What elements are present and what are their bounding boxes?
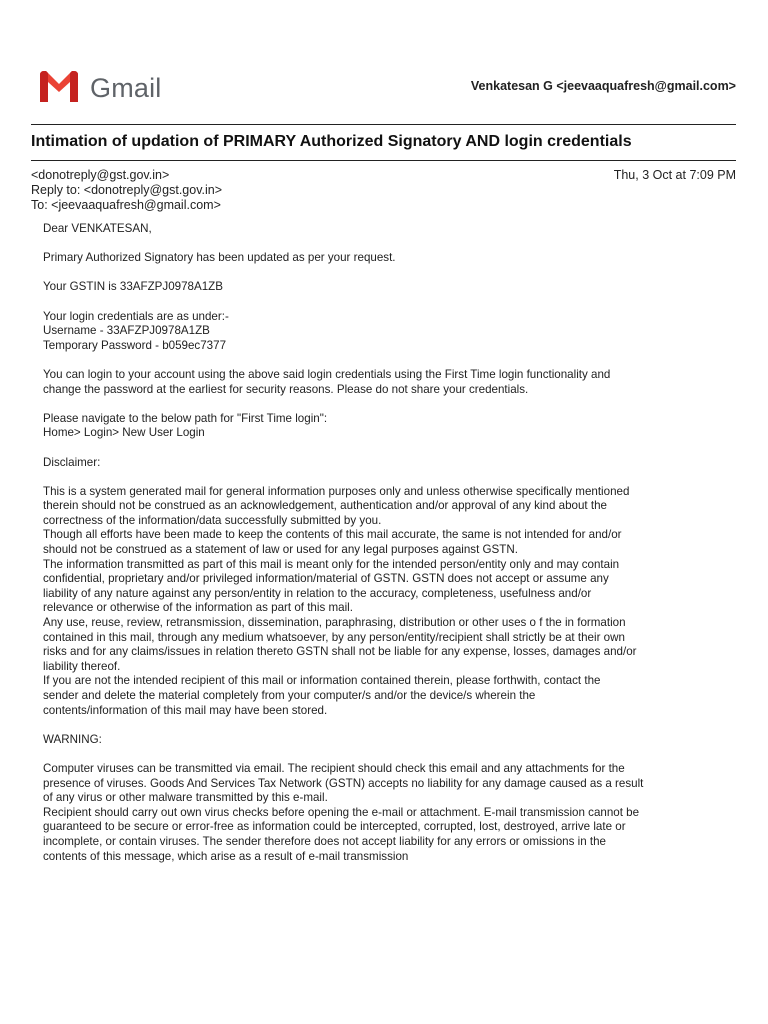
credentials-intro: Your login credentials are as under:- [43, 309, 229, 323]
email-subject: Intimation of updation of PRIMARY Authorized Signatory AND login credentials [31, 133, 632, 150]
reply-to-address: Reply to: <donotreply@gst.gov.in> [31, 183, 223, 197]
account-address: Venkatesan G <jeevaaquafresh@gmail.com> [470, 79, 736, 93]
disclaimer-line: should not be construed as a statement of law or used for any legal purposes against GSTN. [43, 543, 518, 557]
disclaimer-line: contained in this mail, through any medium whatsoever, by any person/entity/recipient shall strictly be at their own [43, 630, 625, 644]
disclaimer-line: liability of any nature against any person/entity in relation to the accuracy, completeness, usefulness and/or [43, 586, 592, 600]
recipient-address: To: <jeevaaquafresh@gmail.com> [31, 198, 221, 212]
sender-address: <donotreply@gst.gov.in> [31, 168, 170, 182]
warning-heading: WARNING: [43, 732, 102, 746]
warning-line: Computer viruses can be transmitted via email. The recipient should check this email and any attachments for the [43, 761, 625, 775]
subject-bottom-divider [31, 160, 736, 161]
email-body [43, 222, 733, 864]
disclaimer-line: Though all efforts have been made to keep the contents of this mail accurate, the same is not intended for and/or [43, 528, 622, 542]
update-line: Primary Authorized Signatory has been updated as per your request. [43, 251, 396, 265]
gstin-line: Your GSTIN is 33AFZPJ0978A1ZB [43, 280, 223, 294]
print-header [31, 66, 736, 110]
navigate-path: Home> Login> New User Login [43, 426, 205, 440]
warning-line: guaranteed to be secure or error-free as information could be intercepted, corrupted, lost, destroyed, arrive late or [43, 820, 626, 834]
gmail-logo [37, 69, 177, 105]
disclaimer-line: confidential, proprietary and/or privileged information/material of GSTN. GSTN does not accept or assume any [43, 572, 609, 586]
username-line: Username - 33AFZPJ0978A1ZB [43, 324, 210, 338]
warning-line: presence of viruses. Goods And Services Tax Network (GSTN) accepts no liability for any damage caused as a result [43, 776, 644, 790]
warning-line: of any virus or other malware transmitted by this e-mail. [43, 791, 328, 805]
password-line: Temporary Password - b059ec7377 [43, 338, 227, 352]
email-meta [31, 168, 736, 213]
warning-line: incomplete, or contain viruses. The sender therefore does not accept liability for any errors or omissions in the [43, 834, 607, 848]
disclaimer-line: relevance or otherwise of the information as part of this mail. [43, 601, 353, 615]
gmail-envelope-icon [37, 69, 81, 103]
disclaimer-line: therein should not be construed as an acknowledgement, authentication and/or approval of any kind about the [43, 499, 607, 513]
disclaimer-line: liability thereof. [43, 659, 121, 673]
disclaimer-line: risks and for any claims/issues in relation thereto GSTN shall not be liable for any expense, losses, damages and/or [43, 645, 637, 659]
warning-line: contents of this message, which arise as a result of e-mail transmission [43, 849, 409, 863]
email-date: Thu, 3 Oct at 7:09 PM [613, 168, 736, 182]
disclaimer-line: This is a system generated mail for general information purposes only and unless otherwise specifically mentioned [43, 484, 630, 498]
gmail-wordmark: Gmail [90, 73, 162, 103]
warning-line: Recipient should carry out own virus checks before opening the e-mail or attachment. E-mail transmission cannot be [43, 805, 640, 819]
subject-top-divider [31, 124, 736, 125]
disclaimer-line: If you are not the intended recipient of this mail or information contained therein, please forthwith, contact the [43, 674, 601, 688]
disclaimer-line: correctness of the information/data successfully submitted by you. [43, 513, 382, 527]
disclaimer-line: Any use, reuse, review, retransmission, dissemination, paraphrasing, distribution or other uses o f the in formation [43, 616, 626, 630]
disclaimer-line: The information transmitted as part of this mail is meant only for the intended person/entity only and may contain [43, 557, 620, 571]
disclaimer-line: contents/information of this mail may have been stored. [43, 703, 328, 717]
login-paragraph-line: You can login to your account using the above said login credentials using the First Time login functionality and [43, 367, 611, 381]
navigate-intro: Please navigate to the below path for "First Time login": [43, 411, 328, 425]
disclaimer-heading: Disclaimer: [43, 455, 101, 469]
greeting-line: Dear VENKATESAN, [43, 222, 152, 235]
login-paragraph-line: change the password at the earliest for security reasons. Please do not share your credentials. [43, 382, 529, 396]
disclaimer-line: sender and delete the material completely from your computer/s and/or the device/s wherein the [43, 689, 536, 702]
